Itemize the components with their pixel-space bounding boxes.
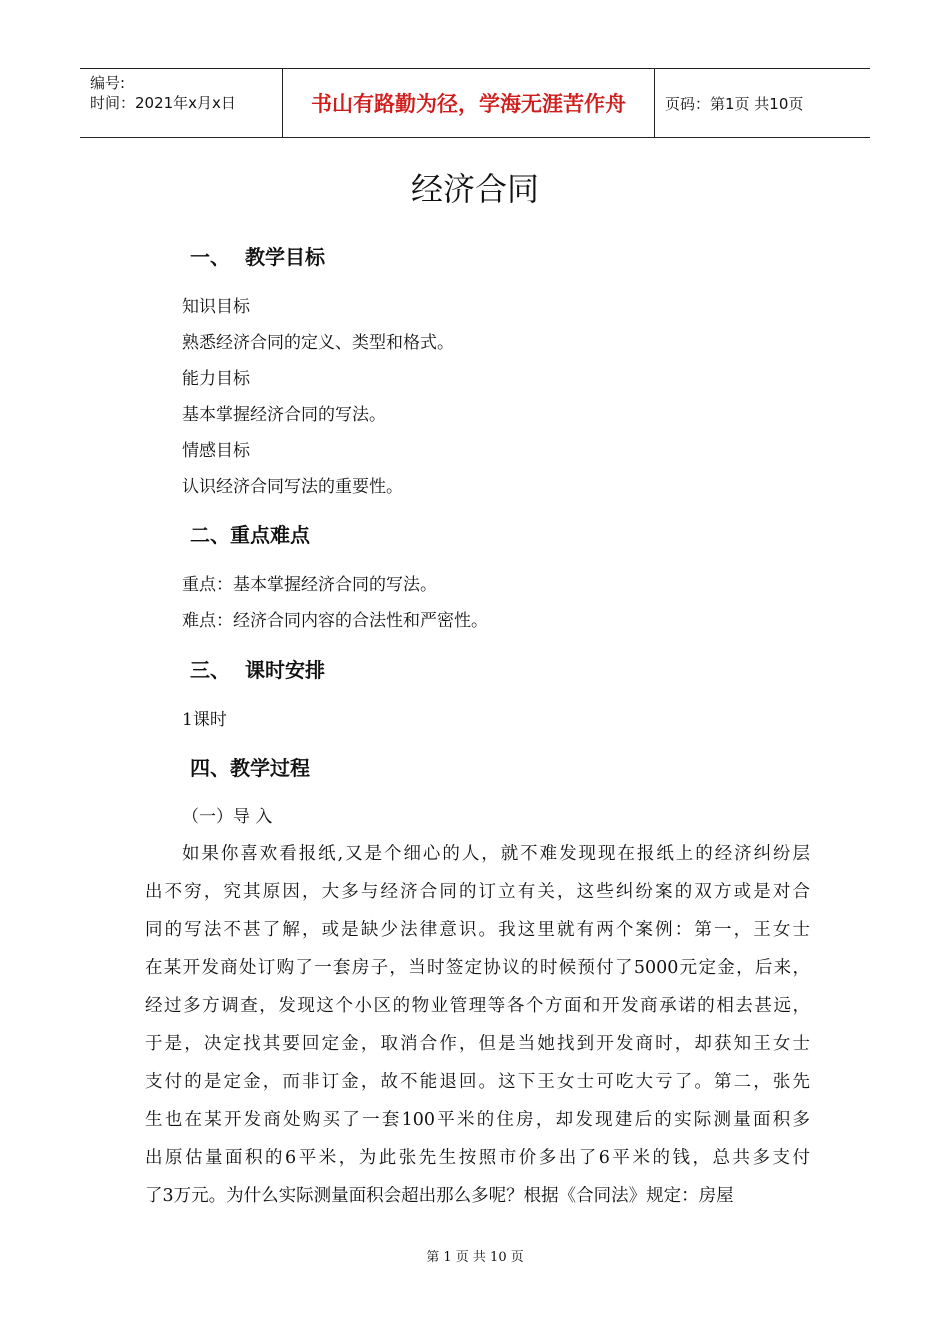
paragraph-line: 了3万元。为什么实际测量面积会超出那么多呢？根据《合同法》规定：房屋 [145,1186,734,1206]
document-header [80,68,870,138]
header-time-label: 时间：2021年x月x日 [90,94,236,112]
page-footer: 第 1 页 共 10 页 [426,1250,524,1265]
section-title: 教学目标 [245,245,325,269]
text-line: 知识目标 [182,297,250,317]
paragraph-line: 同的写法不甚了解，或是缺少法律意识。我这里就有两个案例：第一，王女士 [145,920,810,940]
section-title: 课时安排 [245,658,325,682]
header-motto: 书山有路勤为径，学海无涯苦作舟 [282,69,655,137]
section-heading-4: 四、教学过程 [190,756,310,780]
text-line: 1课时 [182,710,227,730]
text-line: 能力目标 [182,369,250,389]
paragraph-line: 支付的是定金，而非订金，故不能退回。这下王女士可吃大亏了。第二，张先 [145,1072,810,1092]
paragraph-line: 出原估量面积的6平米，为此张先生按照市价多出了6平米的钱，总共多支付 [145,1148,810,1168]
text-line: 熟悉经济合同的定义、类型和格式。 [182,333,454,353]
subsection-heading: （一）导 入 [182,807,273,827]
section-heading-2: 二、重点难点 [190,523,310,547]
paragraph-line: 经过多方调查，发现这个小区的物业管理等各个方面和开发商承诺的相去甚远， [145,996,810,1016]
section-number: 三、 [190,658,230,682]
paragraph-line: 于是，决定找其要回定金，取消合作，但是当她找到开发商时，却获知王女士 [145,1034,810,1054]
text-line: 情感目标 [182,441,250,461]
paragraph-line: 出不穷，究其原因，大多与经济合同的订立有关，这些纠纷案的双方或是对合 [145,882,810,902]
header-code-label: 编号: [90,74,126,92]
paragraph-line: 在某开发商处订购了一套房子，当时签定协议的时候预付了5000元定金，后来， [145,958,810,978]
text-line: 认识经济合同写法的重要性。 [182,477,403,497]
paragraph-line: 如果你喜欢看报纸,又是个细心的人，就不难发现现在报纸上的经济纠纷层 [182,844,810,864]
text-line: 重点：基本掌握经济合同的写法。 [182,575,437,595]
paragraph-line: 生也在某开发商处购买了一套100平米的住房，却发现建后的实际测量面积多 [145,1110,810,1130]
header-page-info: 页码：第1页 共10页 [665,94,804,113]
section-heading-1 [190,241,325,270]
header-meta [80,69,282,137]
section-number: 一、 [190,245,230,269]
section-heading-3 [190,654,325,683]
text-line: 难点：经济合同内容的合法性和严密性。 [182,611,488,631]
document-title: 经济合同 [410,170,539,208]
text-line: 基本掌握经济合同的写法。 [182,405,386,425]
body-paragraph [145,835,810,1215]
